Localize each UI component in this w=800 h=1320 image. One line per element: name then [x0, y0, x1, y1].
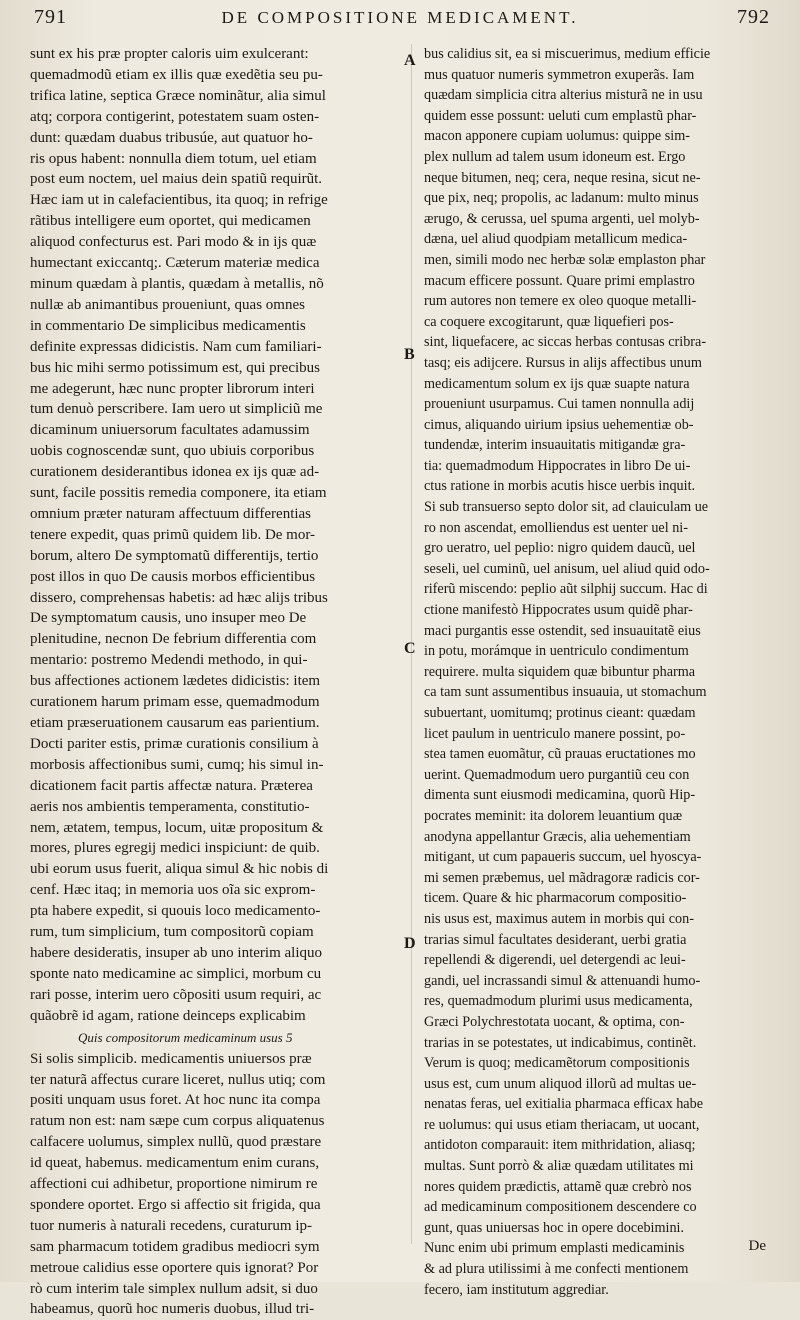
catchword: De: [748, 1238, 766, 1254]
text-line: morbosis affectionibus sumi, cumq; his simul in-: [30, 756, 324, 773]
text-line: sam pharmacum totidem gradibus mediocri sym: [30, 1238, 320, 1255]
right-column: [424, 44, 772, 1300]
text-line: gunt, quas uniuersas hoc in opere docebimini.: [424, 1219, 685, 1236]
text-line: men, simili modo nec herbæ solæ emplaston phar: [424, 251, 706, 268]
text-line: in potu, morámque in uentriculo condimentum: [424, 643, 689, 660]
text-line: ratum non est: nam sæpe cum corpus aliquatenus: [30, 1113, 325, 1130]
text-line: atq; corpora contigerint, potestatem suam osten-: [30, 108, 320, 125]
text-line: proueniunt usurpamus. Cui tamen nonnulla adij: [424, 396, 695, 413]
text-line: aeris nos ambientis temperamenta, constitutio-: [30, 798, 310, 815]
text-line: mores, plures egregij medici inspiciunt: de quib.: [30, 840, 320, 857]
text-line: curationem desiderantibus idonea ex ijs quæ ad-: [30, 464, 320, 481]
text-line: medicamentum solum ex ijs quæ suapte natura: [424, 375, 690, 392]
margin-letter-a: A: [404, 52, 416, 69]
text-line: pta habere expedit, si quouis loco medicamento-: [30, 903, 321, 920]
text-line: quædam simplicia citra alterius misturã ne in usu: [424, 87, 703, 104]
text-line: repellendi & digerendi, uel detergendi ac leui-: [424, 952, 686, 969]
text-line: Si solis simplicib. medicamentis uniuersos præ: [30, 1050, 312, 1067]
text-line: plex nullum ad talem usum idoneum est. Ergo: [424, 148, 686, 165]
text-line: bus hic mihi sermo potissimum est, qui precibus: [30, 359, 320, 376]
text-line: maci purgantis esse ostendit, sed insuauitatẽ eius: [424, 622, 701, 639]
text-line: trarias in se potestates, ut indicabimus, continẽt.: [424, 1034, 697, 1051]
text-line: & ad plura utilissimi à me confecti mentionem: [424, 1261, 689, 1278]
text-line: mentario: postremo Medendi methodo, in qui-: [30, 652, 308, 669]
text-line: bus calidius sit, ea si miscuerimus, medium efficie: [424, 46, 711, 62]
text-line: gandi, uel incrassandi simul & attenuandi humo-: [424, 972, 701, 989]
text-line: Græci Polychrestotata uocant, & optima, con-: [424, 1013, 685, 1030]
text-line: que pix, neq; propolis, ac ladanum: multo minus: [424, 190, 699, 207]
text-line: Docti pariter estis, primæ curationis consilium à: [30, 735, 319, 752]
text-line: mitigant, ut cum papaueris succum, uel hyoscya-: [424, 849, 702, 866]
text-line: nenatas feras, uel exitialia pharmaca efficax habe: [424, 1096, 703, 1113]
text-line: ubi eorum usus fuerit, aliqua simul & hic nobis di: [30, 861, 329, 878]
text-line: tuor numeris à naturali recedens, curaturum ip-: [30, 1217, 312, 1234]
text-line: rò cum interim tale simplex nullum adsit, si duo: [30, 1280, 318, 1297]
text-line: dunt: quædam duabus tribusúe, aut quatuor ho-: [30, 129, 313, 146]
text-line: Verum is quoq; medicamẽtorum compositionis: [424, 1055, 690, 1072]
text-line: quãobrẽ id agam, ratione deinceps explicabim: [30, 1007, 306, 1024]
text-line: quemadmodũ etiam ex illis quæ exedẽtia seu pu-: [30, 66, 323, 83]
text-line: nis usus est, maximus autem in morbis qui con-: [424, 910, 694, 927]
text-line: seseli, uel cuminũ, uel anisum, uel aliud quid odo-: [424, 560, 710, 577]
text-line: tundendæ, interim insuauitatis mitigandæ gra-: [424, 437, 686, 454]
text-line: post illos in quo De causis morbos efficientibus: [30, 568, 316, 585]
text-line: Nunc enim ubi primum emplasti medicaminis: [424, 1240, 685, 1257]
text-line: in commentario De simplicibus medicamentis: [30, 317, 306, 334]
text-line: antidoton comparauit: item mithridation, aliasq;: [424, 1137, 696, 1154]
text-line: nores quidem prædictis, attamẽ quæ crebrò nos: [424, 1178, 692, 1195]
text-line: ærugo, & cerussa, uel spuma argenti, uel molyb-: [424, 210, 700, 227]
text-line: De symptomatum causis, uno insuper meo De: [30, 610, 307, 627]
text-line: bus affectiones actionem lædetes didicistis: item: [30, 673, 321, 690]
text-line: post eum noctem, uel maius dein spatiũ requirũt.: [30, 171, 323, 188]
text-line: id queat, habemus. medicamentum enim curans,: [30, 1155, 320, 1172]
text-line: ticem. Quare & hic pharmacorum compositio-: [424, 890, 687, 907]
text-line: rãtibus intelligere eum oportet, qui medicamen: [30, 213, 311, 230]
text-line: uerint. Quemadmodum uero purgantiũ ceu con: [424, 766, 690, 783]
text-line: subuertant, uomitumq; protinus cieant: quædam: [424, 705, 696, 721]
text-line: humectant exiccantq;. Cæterum materiæ medica: [30, 255, 320, 272]
text-line: ris opus habent: nonnulla diem totum, uel etiam: [30, 150, 317, 167]
text-line: neque bitumen, neq; cera, neque resina, sicut ne-: [424, 169, 701, 186]
text-line: ad medicaminum compositionem descendere co: [424, 1199, 697, 1216]
margin-letter-c: C: [404, 640, 416, 657]
text-line: licet paulum in uentriculo manere possint, po-: [424, 725, 686, 742]
text-line: rum autores non temere ex oleo quoque metalli-: [424, 293, 697, 310]
text-line: ctione manifestò Hippocrates usum quidẽ phar-: [424, 602, 693, 619]
text-line: minum quædam à plantis, quædam à metallis, nõ: [30, 275, 324, 292]
text-line: rari posse, interim uero cõpositi usum requiri, ac: [30, 986, 322, 1003]
text-line: plenitudine, necnon De febrium differentia com: [30, 631, 317, 648]
text-line: gro ueratro, uel peplio: nigro quidem daucũ, uel: [424, 540, 696, 557]
text-line: habere desideratis, insuper ab uno interim aliquo: [30, 944, 322, 961]
text-line: sponte nato medicamine ac simplici, morbum cu: [30, 965, 322, 982]
text-line: positi unquam usus foret. At hoc nunc ita compa: [30, 1092, 321, 1109]
text-line: Hæc iam ut in calefacientibus, ita quoq; in refrige: [30, 192, 328, 209]
text-line: metroue calidius esse oportere quis ignorat? Por: [30, 1259, 319, 1276]
text-line: dæna, uel aliud quodpiam metallicum medica-: [424, 231, 688, 248]
text-line: anodyna appellantur Græcis, alia uehementiam: [424, 828, 691, 845]
text-line: sunt, facile possitis remedia componere, ita etiam: [30, 485, 327, 502]
text-line: riferũ miscendo: peplio aũt silphij succum. Hac di: [424, 581, 708, 598]
text-line: etiam præseruationem causarum eas parientium.: [30, 715, 320, 731]
text-line: macum efficere possunt. Quare primi emplastro: [424, 272, 695, 289]
text-line: ca coquere excogitarunt, quæ liquefieri pos-: [424, 313, 674, 330]
text-line: omnium præter naturam affectuum differentias: [30, 505, 312, 522]
text-line: mi semen præbemus, uel mãdragoræ radicis cor-: [424, 869, 700, 886]
text-line: fecero, iam institutum aggrediar.: [424, 1281, 609, 1298]
margin-letter-b: B: [404, 346, 415, 363]
text-line: spondere oportet. Ergo si affectio sit frigida, qua: [30, 1196, 321, 1213]
text-line: trifica latine, septica Græce nominãtur, alia simul: [30, 87, 326, 104]
section-heading: Quis compositorum medicaminum usus 5: [78, 1029, 293, 1045]
text-line: dissero, comprehensas habetis: ad hæc alijs tribus: [30, 589, 328, 606]
text-line: uobis cognoscendæ sunt, quo ubiuis corporibus: [30, 443, 315, 460]
text-line: cenf. Hæc itaq; in memoria uos oĩa sic exprom-: [30, 882, 316, 899]
text-line: sunt ex his præ propter caloris uim exulcerant:: [30, 46, 309, 62]
left-column: [30, 44, 402, 1320]
running-title: DE COMPOSITIONE MEDICAMENT.: [221, 8, 579, 27]
text-line: requirere. multa siquidem quæ bibuntur pharma: [424, 663, 696, 680]
page-number-right: 792: [737, 6, 770, 28]
text-line: dimenta sunt eiusmodi medicamina, quorũ Hip-: [424, 787, 696, 804]
page-header: [0, 4, 800, 34]
text-line: cimus, aliquando uirium ipsius uehementiæ ob-: [424, 416, 694, 433]
text-line: nullæ ab animantibus proueniunt, quas omnes: [30, 296, 305, 313]
page-number-left: 791: [34, 6, 67, 28]
text-line: stea tamen euomãtur, cũ prauas eructationes mo: [424, 746, 696, 763]
text-line: rum, tum simplicium, tum compositorũ copiam: [30, 924, 314, 941]
text-line: dicationem facit partis affectæ natura. Præterea: [30, 777, 313, 794]
text-line: ter naturã affectus curare liceret, nullus utiq; com: [30, 1071, 326, 1088]
text-line: ca tam sunt assumentibus insuauia, ut stomachum: [424, 684, 707, 701]
text-line: affectioni cui adhibetur, proportione nimirum re: [30, 1176, 318, 1193]
text-line: definite expressas didicistis. Nam cum familiari-: [30, 338, 322, 355]
text-line: borum, altero De symptomatũ differentijs, tertio: [30, 547, 319, 564]
text-line: re uolumus: qui usus etiam theriacam, ut uocant,: [424, 1116, 700, 1133]
text-line: me adegerunt, hæc nunc propter librorum interi: [30, 380, 315, 397]
text-line: quidem esse possunt: ueluti cum emplastũ phar-: [424, 107, 697, 124]
text-line: ro non ascendat, emolliendus est uenter uel ni-: [424, 519, 688, 536]
text-line: curationem harum primam esse, quemadmodum: [30, 694, 320, 711]
text-line: aliquod confecturus est. Pari modo & in ijs quæ: [30, 234, 317, 251]
text-line: macon apponere cupiam uolumus: quippe sim-: [424, 128, 690, 145]
text-line: trarias simul facultates desiderant, uerbi gratia: [424, 931, 687, 948]
text-line: ctus ratione in morbis acutis hisce uerbis inquit.: [424, 478, 696, 495]
text-line: multas. Sunt porrò & aliæ quædam utilitates mi: [424, 1158, 694, 1175]
text-line: sint, liquefacere, ac siccas herbas contusas cribra-: [424, 334, 707, 351]
text-line: tia: quemadmodum Hippocrates in libro De ui-: [424, 457, 691, 474]
text-line: nem, ætatem, tempus, locum, uitæ propositum &: [30, 819, 324, 836]
text-line: res, quemadmodum plurimi usus medicamenta,: [424, 993, 693, 1010]
text-line: tum denuò perscribere. Iam uero ut simpliciũ me: [30, 401, 323, 418]
text-line: mus quatuor numeris symmetron exuperãs. Iam: [424, 66, 695, 83]
margin-letter-d: D: [404, 935, 416, 952]
text-line: calfacere uolumus, simplex nullũ, quod præstare: [30, 1134, 322, 1151]
text-line: habeamus, quorũ hoc numeris duobus, illud tri-: [30, 1301, 315, 1318]
text-line: usus est, cum unum aliquod illorũ ad multas ue-: [424, 1075, 697, 1092]
text-line: tenere expedit, quas primũ quidem lib. De mor-: [30, 526, 316, 543]
text-line: tasq; eis adijcere. Rursus in alijs affectibus unum: [424, 354, 702, 371]
text-line: Si sub transuerso septo dolor sit, ad clauiculam ue: [424, 499, 709, 516]
text-line: pocrates meminit: ita dolorem leuantium quæ: [424, 807, 683, 824]
text-line: dicaminum uniuersorum facultates adamussim: [30, 422, 310, 439]
